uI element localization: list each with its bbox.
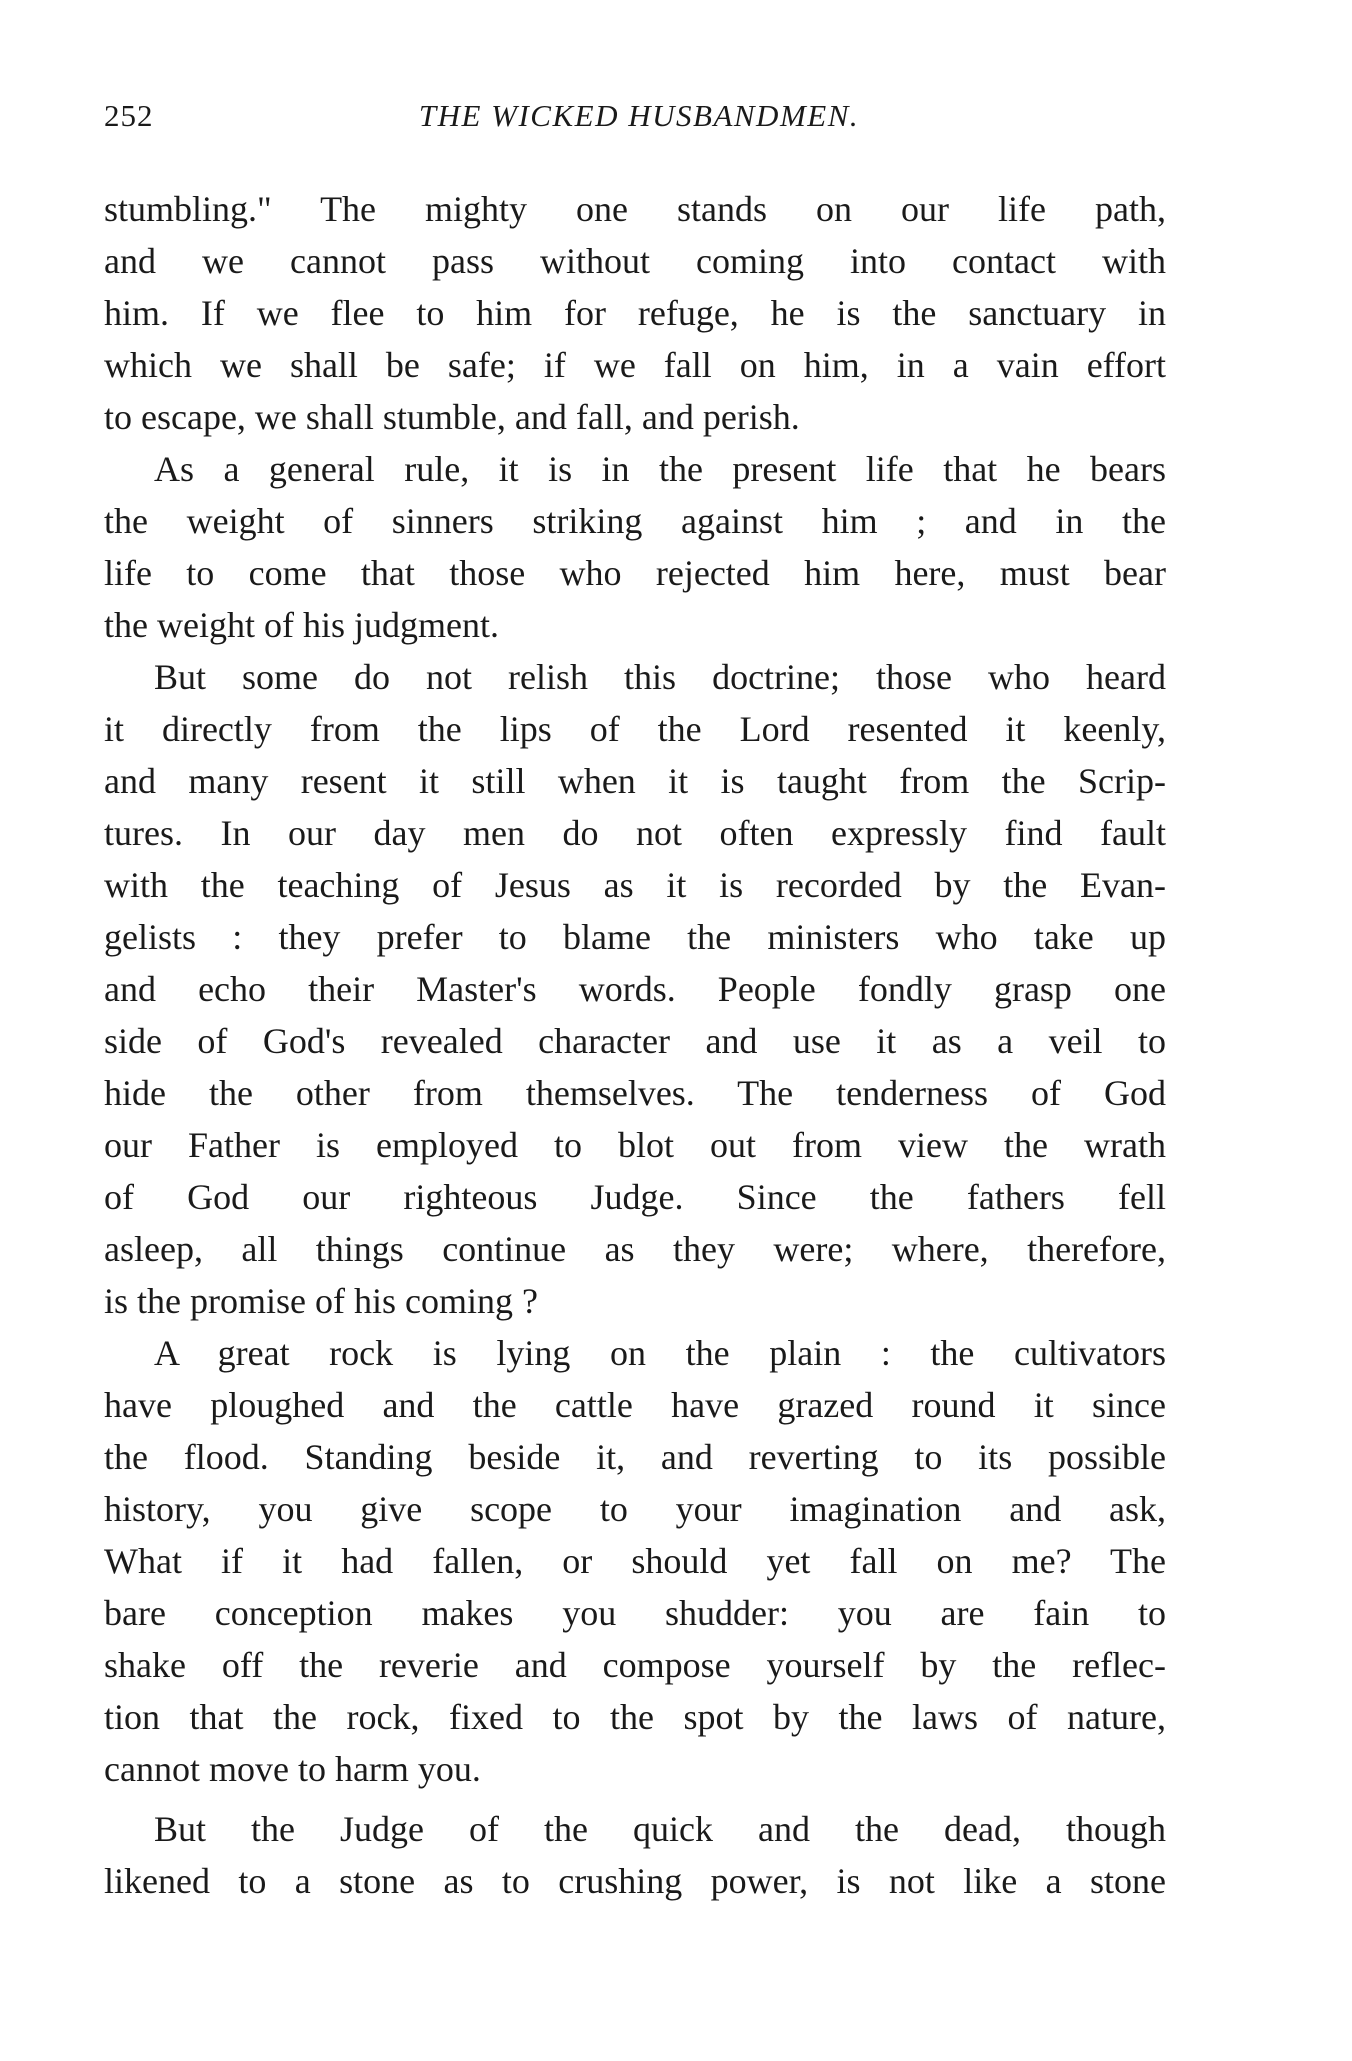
text-line: As a general rule, it is in the present life that he bears	[154, 449, 1166, 489]
paragraph	[104, 651, 1166, 1327]
text-line: likened to a stone as to crushing power, is not like a stone	[104, 1861, 1166, 1901]
text-line: and many resent it still when it is taught from the Scrip-	[104, 761, 1166, 801]
paragraph	[104, 1803, 1166, 1907]
text-line: But some do not relish this doctrine; those who heard	[154, 657, 1166, 697]
text-line: and we cannot pass without coming into contact with	[104, 241, 1166, 281]
paragraph	[104, 183, 1166, 443]
paragraph	[104, 443, 1166, 651]
text-line: tion that the rock, fixed to the spot by the laws of nature,	[104, 1697, 1166, 1737]
text-line: which we shall be safe; if we fall on him, in a vain effort	[104, 345, 1166, 385]
text-line: have ploughed and the cattle have grazed round it since	[104, 1385, 1166, 1425]
page-number: 252	[104, 98, 154, 133]
text-line: the weight of his judgment.	[104, 605, 499, 645]
text-line: shake off the reverie and compose yourself by the reflec-	[104, 1645, 1166, 1685]
text-line: and echo their Master's words. People fondly grasp one	[104, 969, 1166, 1009]
text-line: stumbling." The mighty one stands on our life path,	[104, 189, 1166, 229]
text-line: A great rock is lying on the plain : the cultivators	[154, 1333, 1166, 1373]
text-line: But the Judge of the quick and the dead, though	[154, 1809, 1166, 1849]
body-text	[104, 183, 1166, 1907]
text-line: life to come that those who rejected him here, must bear	[104, 553, 1166, 593]
running-title: THE WICKED HUSBANDMEN.	[418, 98, 860, 133]
text-line: tures. In our day men do not often expressly find fault	[104, 813, 1166, 853]
paragraph-gap	[104, 1795, 1166, 1803]
text-line: cannot move to harm you.	[104, 1749, 481, 1789]
text-line: side of God's revealed character and use it as a veil to	[104, 1021, 1166, 1061]
text-line: with the teaching of Jesus as it is recorded by the Evan-	[104, 865, 1166, 905]
running-head	[104, 96, 1174, 136]
text-line: him. If we flee to him for refuge, he is the sanctuary in	[104, 293, 1166, 333]
text-line: the flood. Standing beside it, and reverting to its possible	[104, 1437, 1166, 1477]
text-line: hide the other from themselves. The tenderness of God	[104, 1073, 1166, 1113]
text-line: the weight of sinners striking against him ; and in the	[104, 501, 1166, 541]
text-line: What if it had fallen, or should yet fall on me? The	[104, 1541, 1166, 1581]
paragraph	[104, 1327, 1166, 1795]
text-line: gelists : they prefer to blame the ministers who take up	[104, 917, 1166, 957]
text-line: of God our righteous Judge. Since the fathers fell	[104, 1177, 1166, 1217]
text-line: to escape, we shall stumble, and fall, and perish.	[104, 397, 800, 437]
text-line: our Father is employed to blot out from view the wrath	[104, 1125, 1166, 1165]
text-line: bare conception makes you shudder: you are fain to	[104, 1593, 1166, 1633]
text-line: asleep, all things continue as they were; where, therefore,	[104, 1229, 1166, 1269]
text-line: history, you give scope to your imagination and ask,	[104, 1489, 1166, 1529]
text-line: it directly from the lips of the Lord resented it keenly,	[104, 709, 1166, 749]
text-line: is the promise of his coming ?	[104, 1281, 538, 1321]
